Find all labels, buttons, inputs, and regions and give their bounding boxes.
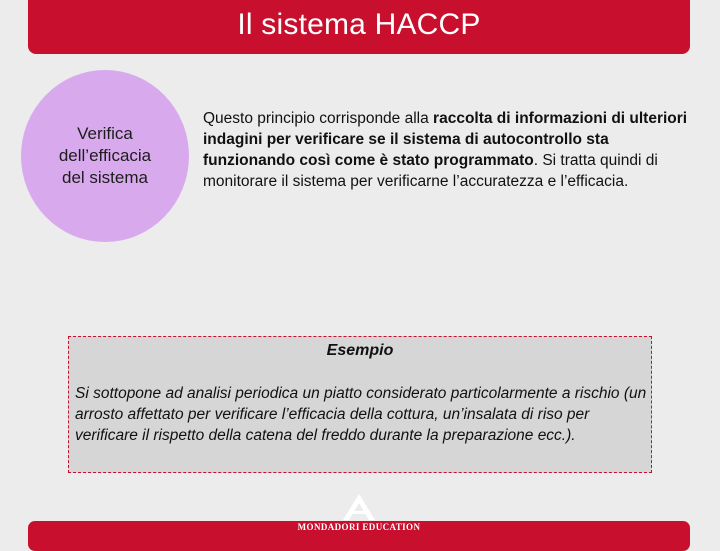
logo-mark-icon [341,494,377,520]
principle-circle [21,70,189,242]
slide-title: Il sistema HACCP [237,8,481,41]
title-bar [28,0,690,54]
example-text: Si sottopone ad analisi periodica un piatto considerato particolarmente a rischio (un arrosto affettato per verificare l’efficacia della cottura, un’insalata di riso per verificare il rispetto della catena del freddo durante la preparazione ecc.). [75,385,647,444]
description-text-1: Questo principio corrisponde alla [203,110,434,127]
description-text-2: . Si tratta quindi di monitorare il sistema per verificarne l’accuratezza e l’efficacia. [203,152,658,190]
circle-label: Verifica dell’efficacia del sistema [58,124,152,187]
example-box [68,336,652,473]
description-bold-text: raccolta di informazioni di ulteriori indagini per verificare se il sistema di autocontrollo sta funzionando così come è stato programmato [203,110,688,169]
logo-text: MONDADORI EDUCATION [297,522,421,532]
mondadori-education-logo-icon [284,494,434,540]
example-title: Esempio [326,342,394,359]
principle-description [203,108,689,192]
